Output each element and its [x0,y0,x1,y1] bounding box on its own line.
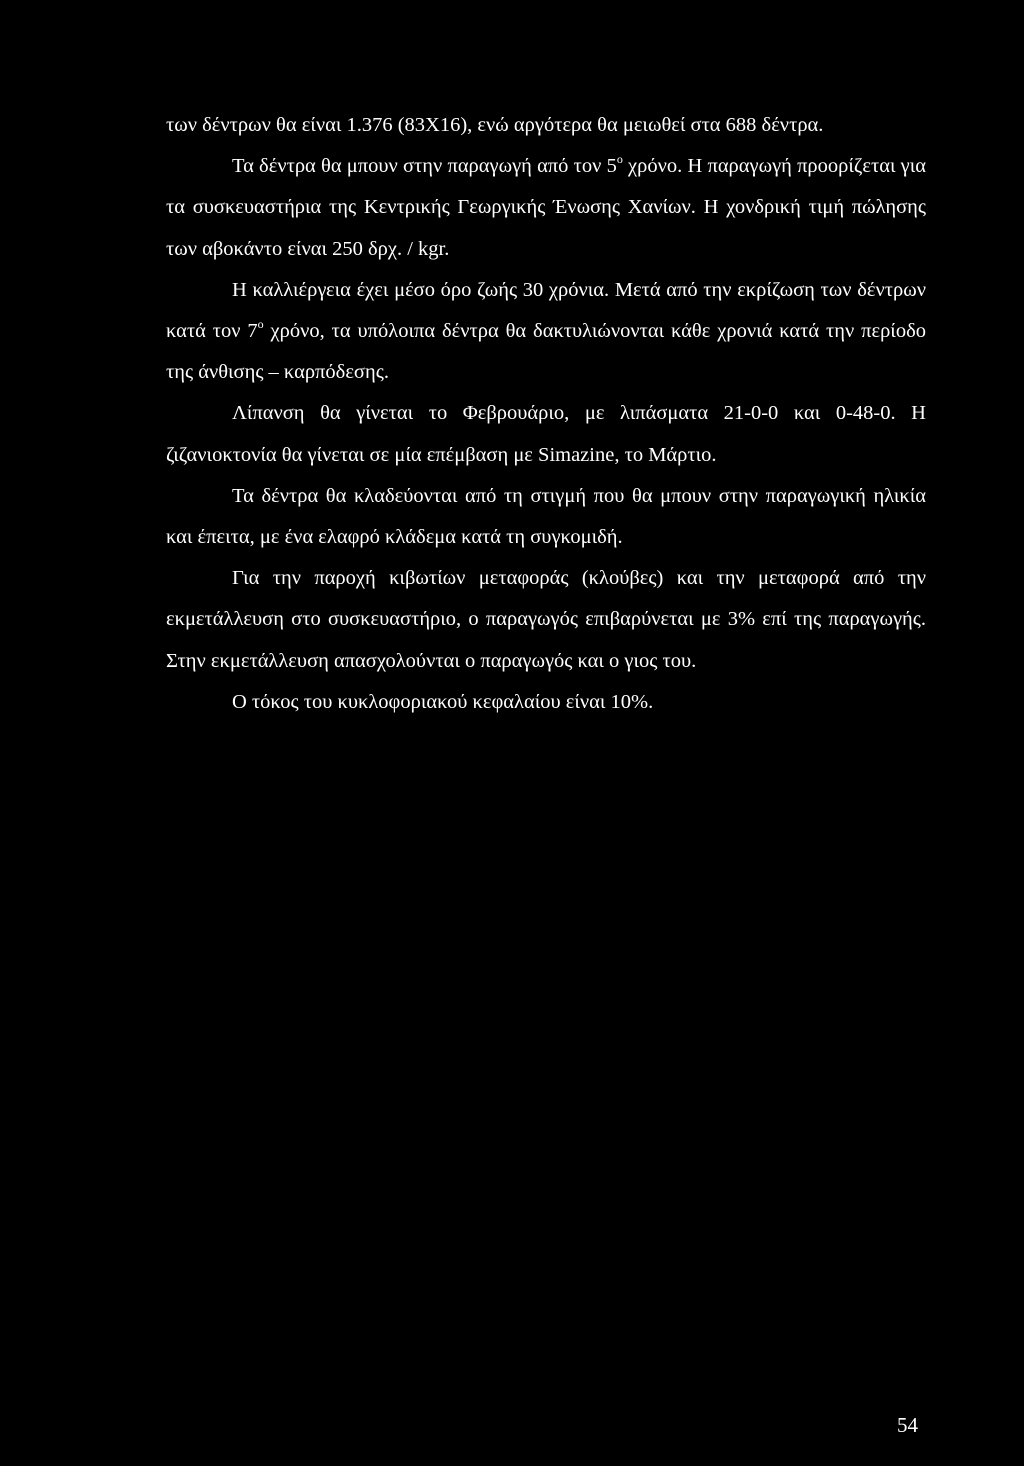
paragraph-5: Τα δέντρα θα κλαδεύονται από τη στιγμή που θα μπουν στην παραγωγική ηλικία και έπειτα, με ένα ελαφρό κλάδεμα κατά τη συγκομιδή. [166,484,926,549]
paragraph-2 [166,146,926,270]
paragraph-4: Λίπανση θα γίνεται το Φεβρουάριο, με λιπάσματα 21-0-0 και 0-48-0. Η ζιζανιοκτονία θα γίνεται σε μία επέμβαση με Simazine, το Μάρτιο. [166,402,926,466]
paragraph-3-end: χρόνο, τα υπόλοιπα δέντρα θα δακτυλιώνονται κάθε χρονιά κατά την περίοδο της άνθισης – καρπόδεσης. [166,320,926,384]
superscript-ordinal-5: ο [616,152,623,167]
paragraph-1: των δέντρων θα είναι 1.376 (83Χ16), ενώ αργότερα θα μειωθεί στα 688 δέντρα. [166,114,824,136]
paragraph-2-start: Τα δέντρα θα μπουν στην παραγωγή από τον 5 [232,155,617,178]
body-text [166,105,926,723]
page-number: 54 [897,1413,918,1437]
paragraph-3 [166,270,926,394]
paragraph-7: Ο τόκος του κυκλοφοριακού κεφαλαίου είναι 10%. [232,690,654,713]
paragraph-2-end: χρόνο. Η παραγωγή προορίζεται για τα συσκευαστήρια της Κεντρικής Γεωργικής Ένωσης Χανίων. Η χονδρική τιμή πώλησης των αβοκάντο είναι 250 δρχ. / kgr. [166,155,927,260]
superscript-ordinal-7: ο [257,317,264,332]
paragraph-3-start: Η καλλιέργεια έχει μέσο όρο ζωής 30 χρόνια. Μετά από την εκρίζωση των δέντρων κατά τον 7 [166,278,926,343]
paragraph-6: Για την παροχή κιβωτίων μεταφοράς (κλούβες) και την μεταφορά από την εκμετάλλευση στο συσκευαστήριο, ο παραγωγός επιβαρύνεται με 3% επί της παραγωγής. Στην εκμετάλλευση απασχολούνται ο παραγωγός και ο γιος του. [166,567,926,672]
